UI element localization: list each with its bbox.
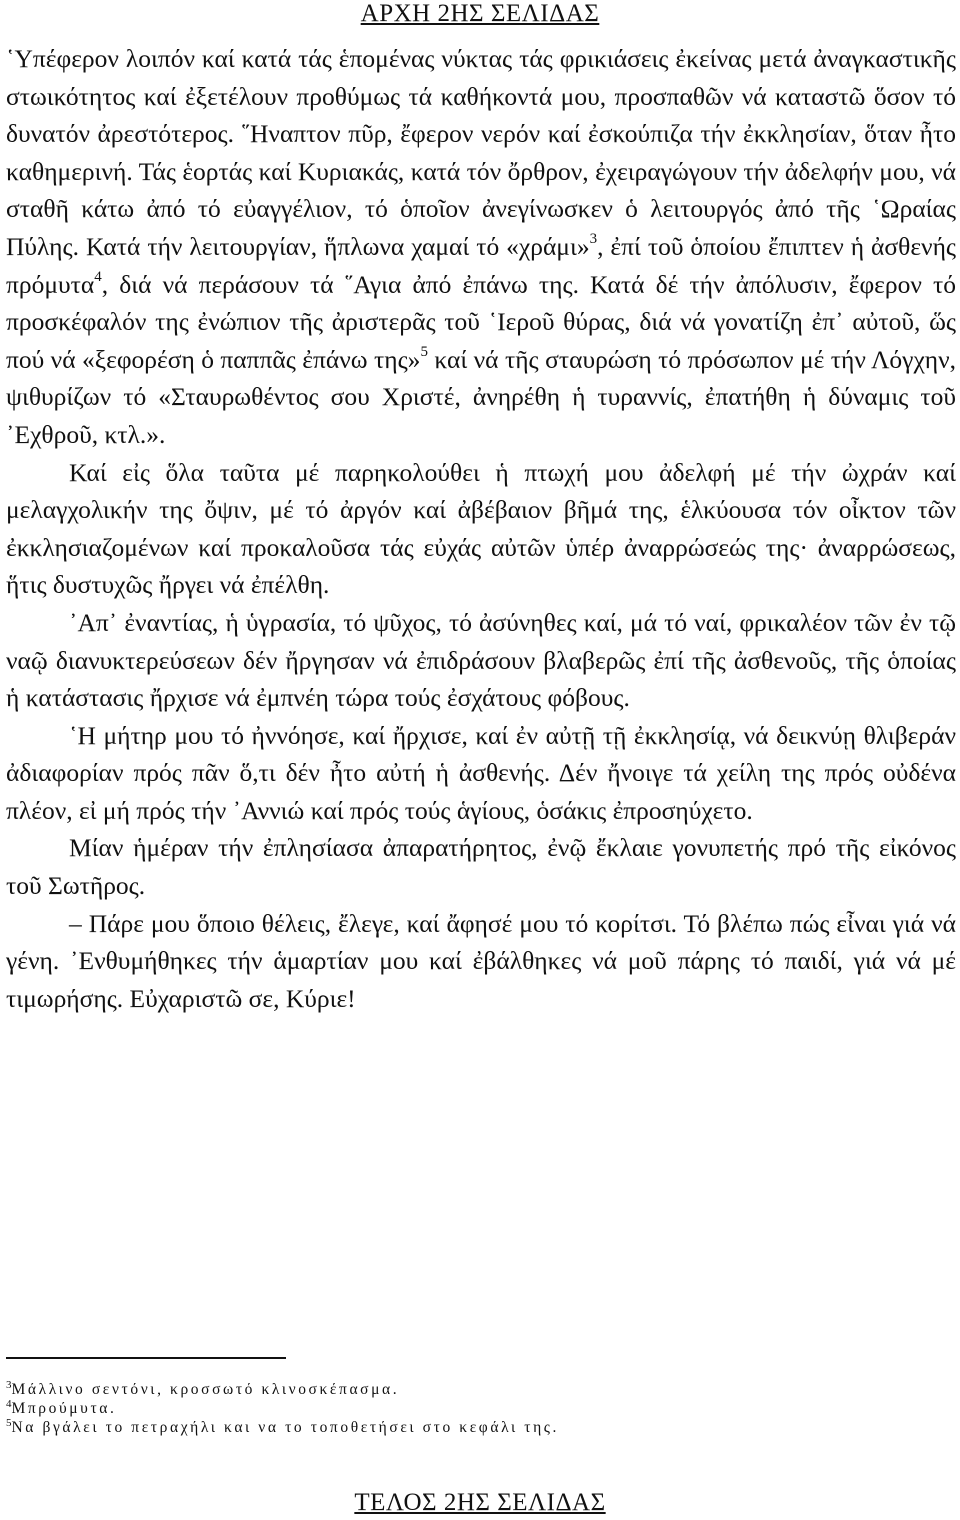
footnote-ref: 4	[94, 268, 102, 285]
footnote-number: 4	[6, 1398, 12, 1410]
paragraph: ᾽Απ᾽ ἐναντίας, ἡ ὑγρασία, τό ψῦχος, τό ἀσύνηθες καί, μά τό ναί, φρικαλέον τῶν ἐν τῷ ναῷ διανυκτερεύσεων δέν ἤργησαν νά ἐπιδράσουν βλαβερῶς ἐπί τῆς ἀσθενοῦς, τῆς ὁποίας ἡ κατάστασις ἤρχισε νά ἐμπνέη τώρα τούς ἐσχάτους φόβους.	[6, 607, 956, 713]
paragraph-text: καί νά τῆς σταυρώση τό πρόσωπον μέ τήν Λόγχην, ψιθυρίζων τό «Σταυρωθέντος σου Χριστέ, ἀνηρέθη ἡ τυραννίς, ἐπατήθη ἡ δύναμις τοῦ ᾽Εχθροῦ, κτλ.».	[6, 344, 957, 449]
paragraph-text: ῾Υπέφερον λοιπόν καί κατά τάς ἑπομένας νύκτας τάς φρικιάσεις ἐκείνας μετά ἀναγκαστικῆς στωικότητος καί ἐξετέλουν προθύμως τά καθήκοντά μου, προσπαθῶν νά καταστῶ ὅσον τό δυνατόν ἀρεστότερος. ῞Ηναπτον πῦρ, ἔφερον νερόν καί ἐσκούπιζα τήν ἐκκλησίαν, ὅταν ἦτο καθημερινή. Τάς ἑορτάς καί Κυριακάς, κατά τόν ὄρθρον, ἐχειραγώγουν τήν ἀδελφήν μου, νά σταθῆ κάτω ἀπό τό εὐαγγέλιον, τό ὁποῖον ἀνεγίνωσκεν ὁ λειτουργός ἀπό τῆς ῾Ωραίας Πύλης. Κατά τήν λειτουργίαν, ἥπλωνα χαμαί τό «χράμι»	[6, 44, 956, 261]
footnote	[6, 1380, 906, 1399]
footnote-divider	[6, 1357, 286, 1359]
paragraph: Καί εἰς ὅλα ταῦτα μέ παρηκολούθει ἡ πτωχή μου ἀδελφή μέ τήν ὠχράν καί μελαγχολικήν της ὄψιν, μέ τό ἀργόν καί ἀβέβαιον βῆμά της, ἑλκύουσα τόν οἶκτον τῶν ἐκκλησιαζομένων καί προκαλοῦσα τάς εὐχάς αὐτῶν ὑπέρ ἀναρρώσεώς της· ἀναρρώσεως, ἥτις δυστυχῶς ἤργει νά ἐπέλθη.	[6, 457, 956, 600]
page-header: ΑΡΧΗ 2ΗΣ ΣΕΛΙΔΑΣ	[360, 0, 600, 27]
main-text	[6, 40, 956, 1017]
footnote-text: Μάλλινο σεντόνι, κροσσωτό κλινοσκέπασμα.	[11, 1381, 400, 1398]
footnote-text: Να βγάλει το πετραχήλι και να το τοποθετήσει στο κεφάλι της.	[11, 1419, 559, 1436]
footnote-text: Μπρούμυτα.	[11, 1400, 117, 1417]
footnote	[6, 1418, 906, 1437]
paragraph-text: , ἐπί τοῦ ὁποίου ἔπιπτεν ἡ ἀσθενής πρόμυτα	[6, 231, 957, 299]
footnote	[6, 1399, 906, 1418]
footnote-number: 5	[6, 1417, 12, 1429]
paragraph: Μίαν ἡμέραν τήν ἐπλησίασα ἀπαρατήρητος, ἐνῷ ἔκλαιε γονυπετής πρό τῆς εἰκόνος τοῦ Σωτῆρος.	[6, 833, 956, 901]
paragraph	[6, 40, 956, 454]
footnote-ref: 5	[420, 343, 428, 360]
page-footer: ΤΕΛΟΣ 2ΗΣ ΣΕΛΙΔΑΣ	[354, 1489, 606, 1516]
paragraph: – Πάρε μου ὅποιο θέλεις, ἔλεγε, καί ἄφησέ μου τό κορίτσι. Τό βλέπω πώς εἶναι γιά νά γένη. ᾽Ενθυμήθηκες τήν ἁμαρτίαν μου καί ἐβάλθηκες νά μοῦ πάρης τό παιδί, γιά νά μέ τιμωρήσης. Εὐχαριστῶ σε, Κύριε!	[6, 908, 956, 1013]
paragraph: ῾Η μήτηρ μου τό ἠννόησε, καί ἤρχισε, καί ἐν αὐτῇ τῇ ἐκκλησίᾳ, νά δεικνύῃ θλιβεράν ἀδιαφορίαν πρός πᾶν ὅ,τι δέν ἦτο αὐτή ἡ ἀσθενής. Δέν ἤνοιγε τά χείλη της πρός οὐδένα πλέον, εἰ μή πρός τήν ᾽Αννιώ καί πρός τούς ἁγίους, ὁσάκις ἐπροσηύχετο.	[6, 720, 956, 825]
footnote-number: 3	[6, 1379, 12, 1391]
footnote-ref: 3	[589, 230, 598, 247]
footnotes	[6, 1380, 906, 1437]
paragraph-text: , διά νά περάσουν τά ῞Αγια ἀπό ἐπάνω της. Κατά δέ τήν ἀπόλυσιν, ἔφερον τό προσκέφαλόν της ἐνώπιον τῆς ἀριστερᾶς τοῦ ῾Ιεροῦ θύρας, διά νά γονατίζη ἐπ᾽ αὐτοῦ, ὥς πού νά «ξεφορέση ὁ παππᾶς ἐπάνω της»	[6, 269, 956, 374]
